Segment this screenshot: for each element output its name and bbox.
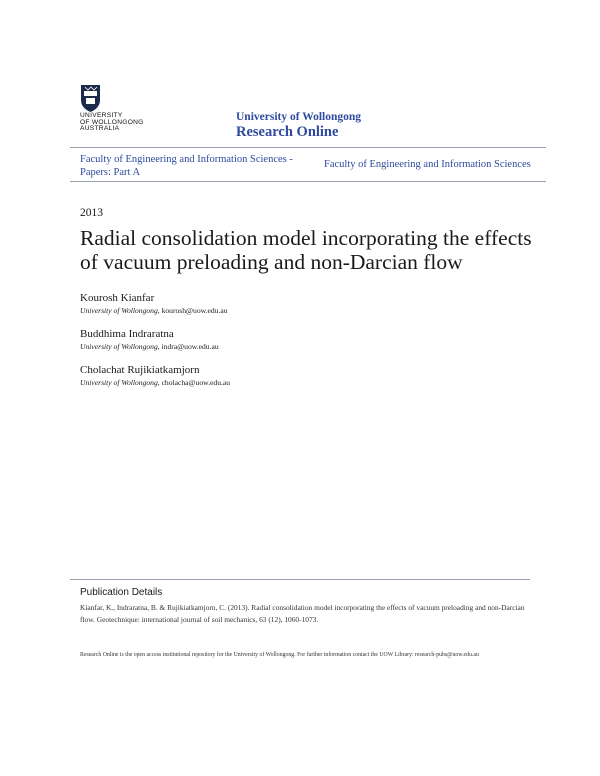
author-entry xyxy=(80,364,230,388)
publication-year: 2013 xyxy=(80,207,103,219)
collection-link-faculty[interactable]: Faculty of Engineering and Information Sciences xyxy=(324,159,531,170)
author-affiliation xyxy=(80,341,219,352)
paper-title: Radial consolidation model incorporating the effects of vacuum preloading and non-Darcian flow xyxy=(80,226,532,274)
affiliation-name: University of Wollongong xyxy=(80,342,158,351)
wordmark-line-3: AUSTRALIA xyxy=(80,125,120,133)
author-email: , cholacha@uow.edu.au xyxy=(157,378,231,387)
author-entry xyxy=(80,328,219,352)
author-affiliation xyxy=(80,377,230,388)
author-email: , indra@uow.edu.au xyxy=(157,342,219,351)
author-entry xyxy=(80,292,228,316)
publication-citation: Kianfar, K., Indraratna, B. & Rujikiatkamjorn, C. (2013). Radial consolidation model incorporating the effects of vacuum preloading and non-Darcian flow. Geotechnique: international journal of soil mechanics, 63 (12), 1060-1073. xyxy=(80,603,525,624)
wordmark-line-1: UNIVERSITY xyxy=(80,112,123,119)
university-wordmark xyxy=(80,113,150,133)
repository-note: Research Online is the open access institutional repository for the University of Wollongong. For further information contact the UOW Library: research-pubs@uow.edu.au xyxy=(80,652,479,658)
repository-header xyxy=(236,111,361,141)
author-name: Kourosh Kianfar xyxy=(80,292,155,304)
author-name: Cholachat Rujikiatkamjorn xyxy=(80,364,200,376)
repository-link[interactable]: Research Online xyxy=(236,124,339,140)
author-email: , kourosh@uow.edu.au xyxy=(157,306,228,315)
affiliation-name: University of Wollongong xyxy=(80,378,158,387)
collection-link-papers[interactable]: Faculty of Engineering and Information Sciences - Papers: Part A xyxy=(80,154,293,178)
affiliation-name: University of Wollongong xyxy=(80,306,158,315)
author-affiliation xyxy=(80,305,228,316)
collection-bar xyxy=(70,147,546,182)
publication-details-heading: Publication Details xyxy=(80,587,163,598)
wordmark-line-2: OF WOLLONGONG xyxy=(80,118,144,126)
section-divider xyxy=(70,579,530,580)
author-name: Buddhima Indraratna xyxy=(80,328,174,340)
institution-link[interactable]: University of Wollongong xyxy=(236,111,362,123)
